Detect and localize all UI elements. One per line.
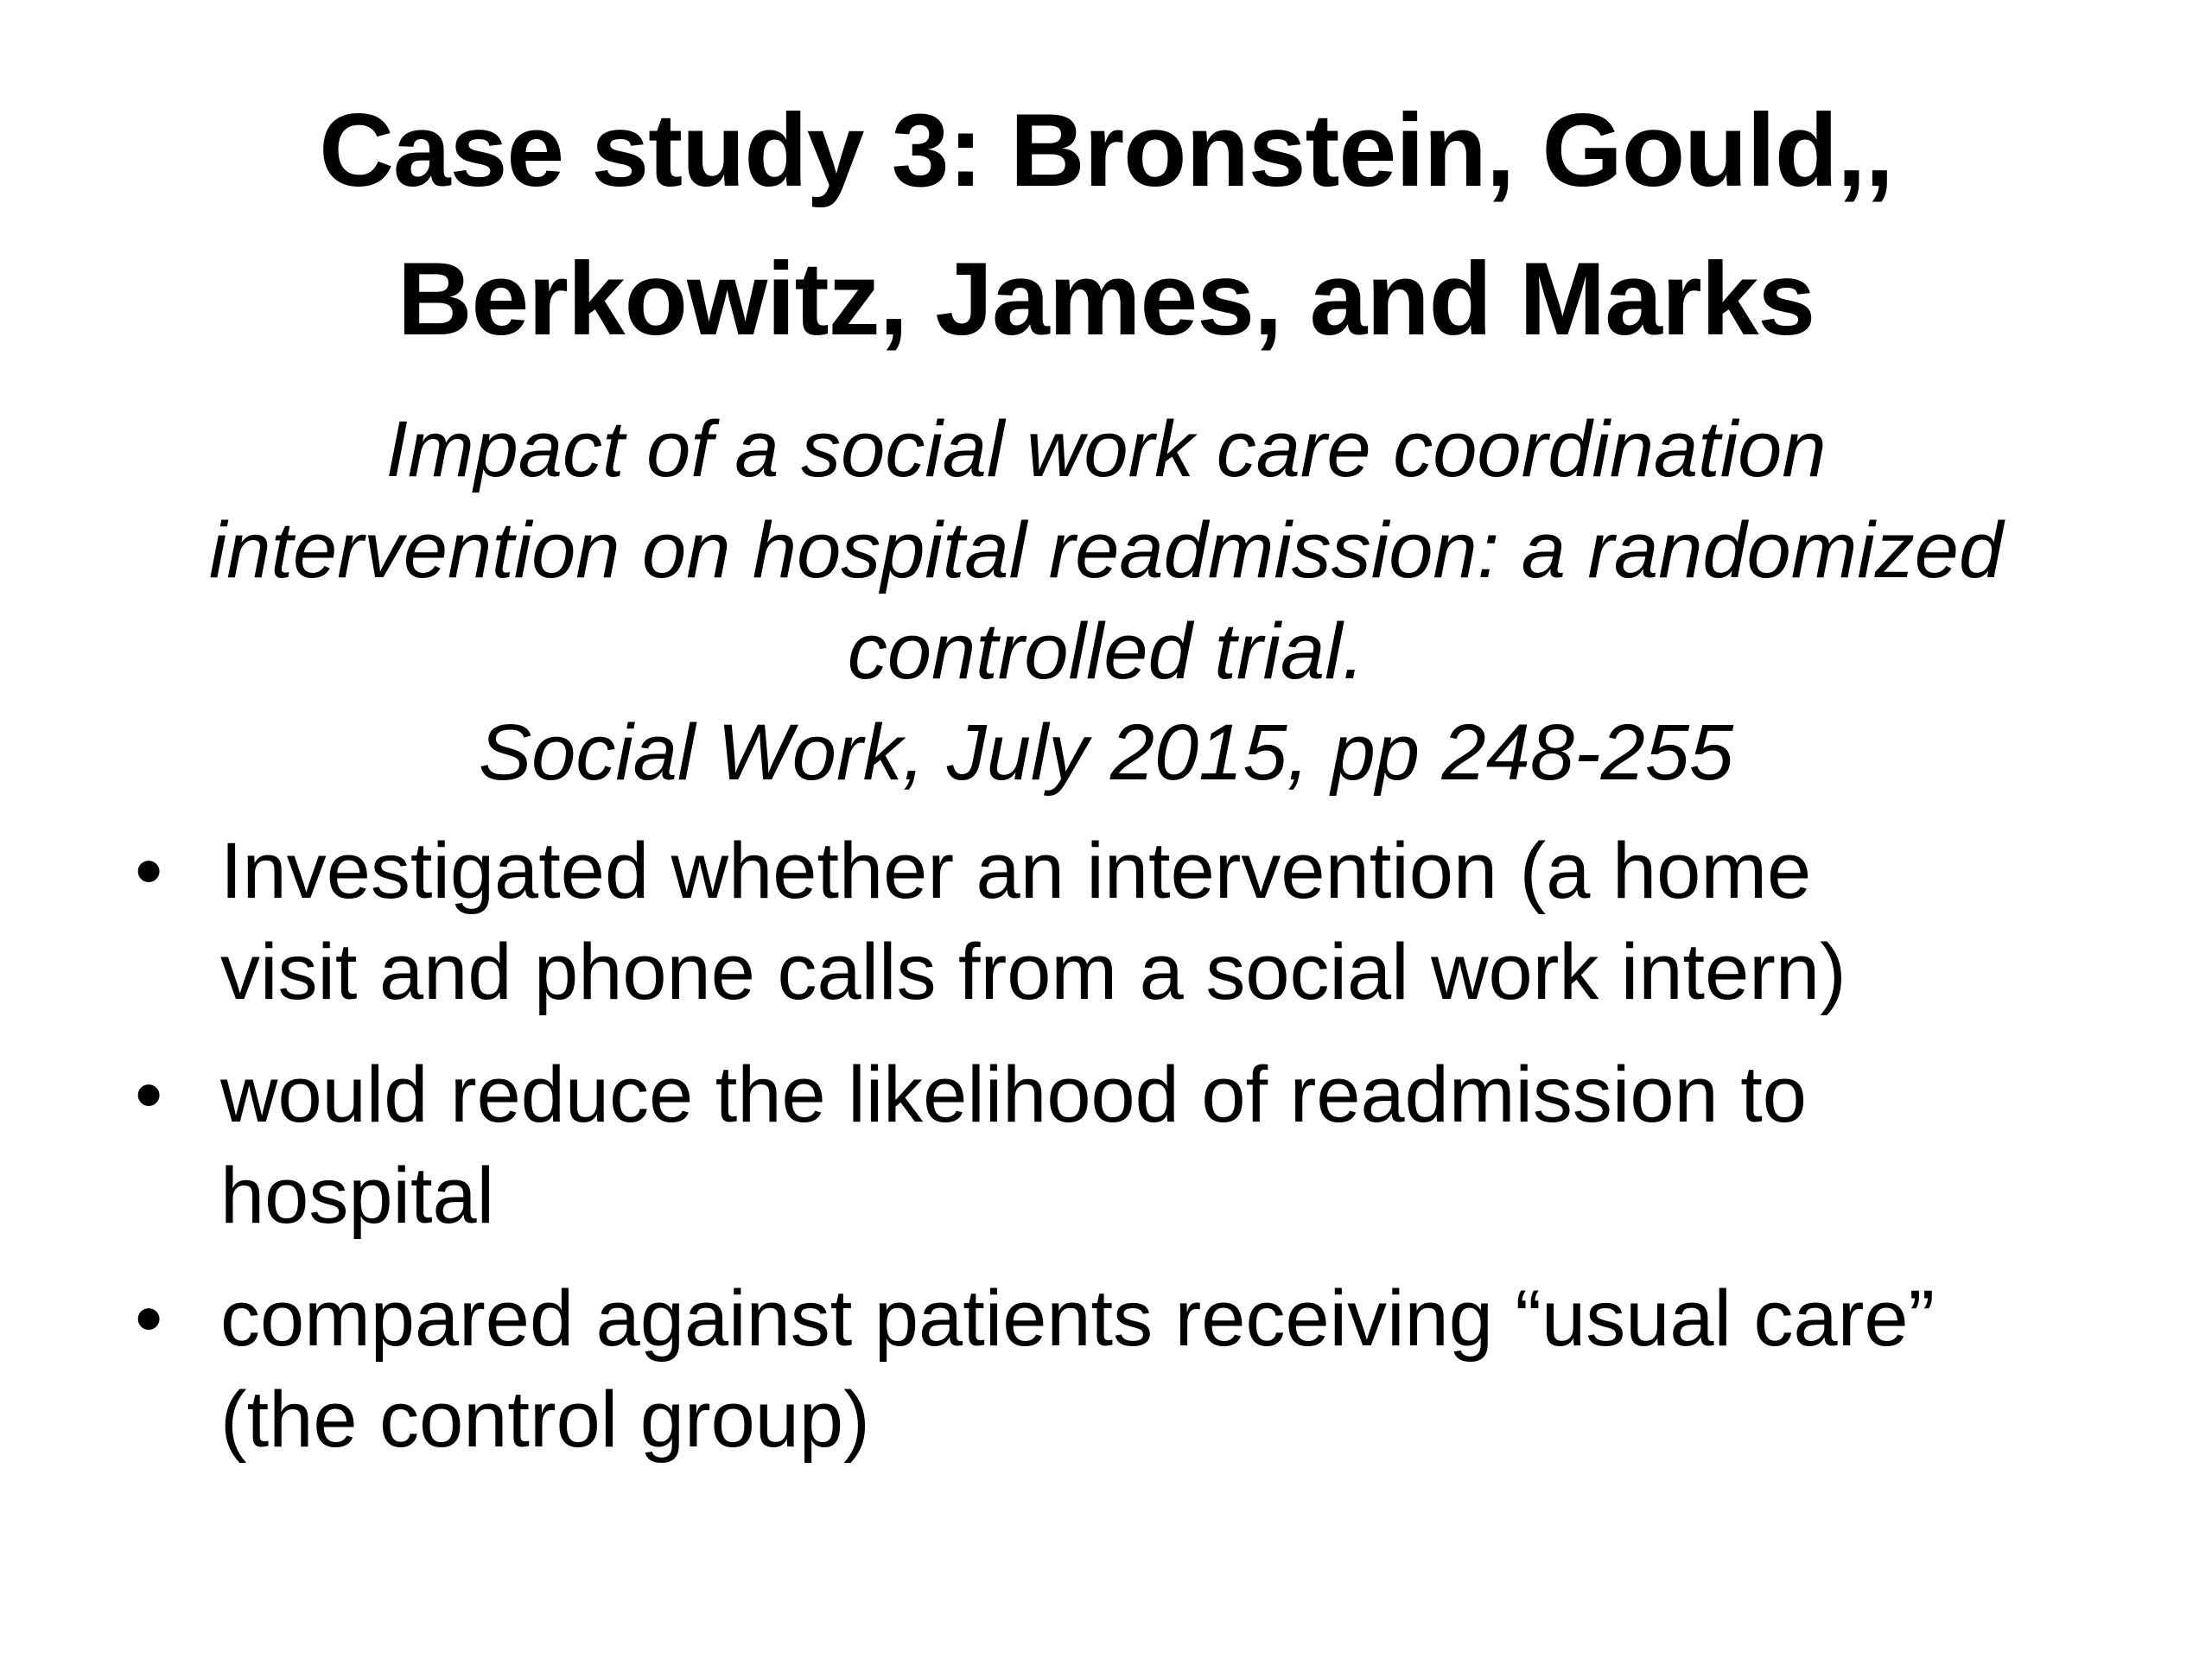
slide-title-line-1: Case study 3: Bronstein, Gould,, [319, 92, 1893, 208]
citation-line-1: Impact of a social work care coordination [385, 405, 1827, 493]
slide-title [86, 76, 2126, 373]
bullet-item [130, 1268, 2100, 1471]
bullet-text-line: hospital [220, 1152, 495, 1240]
citation-line-4: Social Work, July 2015, pp 248-255 [478, 709, 1734, 797]
bullet-icon: • [135, 1274, 163, 1363]
citation-line-3: controlled trial. [847, 607, 1365, 696]
bullet-list [130, 821, 2100, 1492]
bullet-text-line: compared against patients receiving “usual care” [220, 1274, 1936, 1363]
bullet-item [130, 1045, 2100, 1247]
citation-line-2: intervention on hospital readmission: a randomized [208, 506, 2004, 594]
bullet-text-line: (the control group) [220, 1376, 870, 1464]
bullet-item [130, 821, 2100, 1023]
bullet-text-line: Investigated whether an intervention (a home [220, 827, 1812, 915]
bullet-icon: • [135, 1051, 163, 1139]
bullet-icon: • [135, 827, 163, 915]
citation-block [86, 399, 2126, 804]
slide-title-line-2: Berkowitz, James, and Marks [397, 241, 1815, 357]
bullet-text-line: visit and phone calls from a social work intern) [220, 928, 1847, 1016]
bullet-text-line: would reduce the likelihood of readmission to [220, 1051, 1807, 1139]
